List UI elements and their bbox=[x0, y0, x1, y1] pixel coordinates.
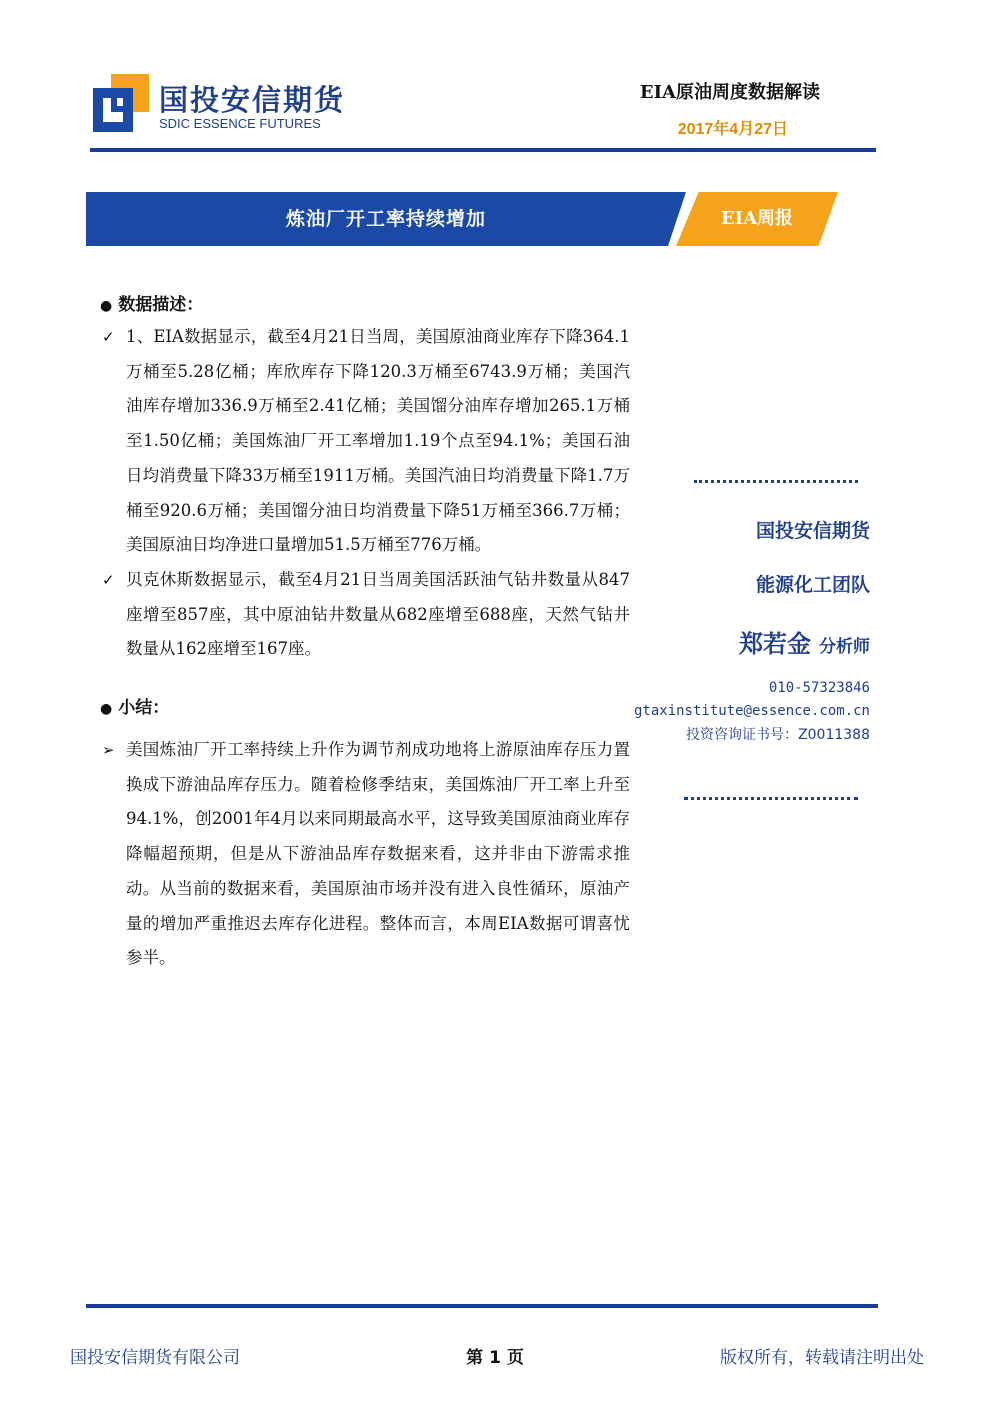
main-content bbox=[100, 290, 630, 976]
report-tag: EIA周报 bbox=[720, 208, 794, 229]
analyst bbox=[630, 624, 870, 659]
checkmark-icon: ✓ bbox=[102, 328, 115, 346]
sidebar-company: 国投安信期货 bbox=[755, 520, 870, 542]
sidebar-divider-top bbox=[694, 480, 858, 483]
report-title: EIA原油周度数据解读 bbox=[639, 82, 820, 103]
analyst-role: 分析师 bbox=[819, 637, 870, 657]
summary-item-text: 美国炼油厂开工率持续上升作为调节剂成功地将上游原油库存压力置换成下游油品库存压力。随着检修季结束，美国炼油厂开工率上升至94.1%，创2001年4月以来同期最高水平，这导致美国原油商业库存降幅超预期，但是从下游油品库存数据来看，这并非由下游需求推动。从当前的数据来看，美国原油市场并没有进入良性循环，原油产量的增加严重推迟去库存化进程。整体而言，本周EIA数据可谓喜忧参半。 bbox=[126, 740, 630, 968]
data-section-heading: ● 数据描述： bbox=[100, 295, 204, 315]
footer-copyright: 版权所有，转载请注明出处 bbox=[720, 1348, 924, 1368]
list-item bbox=[100, 563, 630, 667]
logo-mark-icon bbox=[93, 74, 149, 132]
logo-english-name: SDIC ESSENCE FUTURES bbox=[159, 116, 321, 131]
checkmark-icon: ✓ bbox=[102, 570, 115, 589]
analyst-phone: 010-57323846 bbox=[768, 680, 870, 696]
list-item bbox=[100, 320, 630, 563]
list-item bbox=[100, 733, 630, 976]
analyst-license: 投资咨询证书号：Z0011388 bbox=[686, 727, 870, 743]
page-number: 第 1 页 bbox=[466, 1348, 524, 1368]
analyst-name: 郑若金 bbox=[739, 630, 811, 658]
analyst-email[interactable]: gtaxinstitute@essence.com.cn bbox=[633, 703, 870, 719]
report-date: 2017年4月27日 bbox=[677, 121, 788, 138]
sidebar-divider-bottom bbox=[684, 797, 858, 800]
bullet-dot-icon: ● bbox=[100, 701, 113, 718]
sidebar-team: 能源化工团队 bbox=[755, 574, 870, 596]
bullet-dot-icon: ● bbox=[100, 298, 113, 314]
banner-title: 炼油厂开工率持续增加 bbox=[285, 208, 486, 230]
logo-chinese-name: 国投安信期货 bbox=[159, 83, 346, 117]
header-divider bbox=[90, 148, 876, 152]
summary-section-heading: ● 小结： bbox=[100, 698, 170, 719]
data-item-text: 1、EIA数据显示，截至4月21日当周，美国原油商业库存下降364.1万桶至5.28亿桶；库欣库存下降120.3万桶至6743.9万桶；美国汽油库存增加336.9万桶至2.41亿桶；美国馏分油库存增加265.1万桶至1.50亿桶；美国炼油厂开工率增加1.19个点至94.1%；美国石油日均消费量下降33万桶至1911万桶。美国汽油日均消费量下降1.7万桶至920.6万桶；美国馏分油日均消费量下降51万桶至366.7万桶；美国原油日均净进口量增加51.5万桶至776万桶。 bbox=[126, 327, 630, 555]
footer-company: 国投安信期货有限公司 bbox=[70, 1348, 240, 1368]
data-item-text: 贝克休斯数据显示，截至4月21日当周美国活跃油气钻井数量从847座增至857座，其中原油钻井数量从682座增至688座，天然气钻井数量从162座增至167座。 bbox=[126, 569, 630, 659]
arrow-bullet-icon: ➢ bbox=[102, 741, 115, 760]
company-logo bbox=[93, 74, 346, 136]
footer-divider bbox=[86, 1304, 878, 1308]
